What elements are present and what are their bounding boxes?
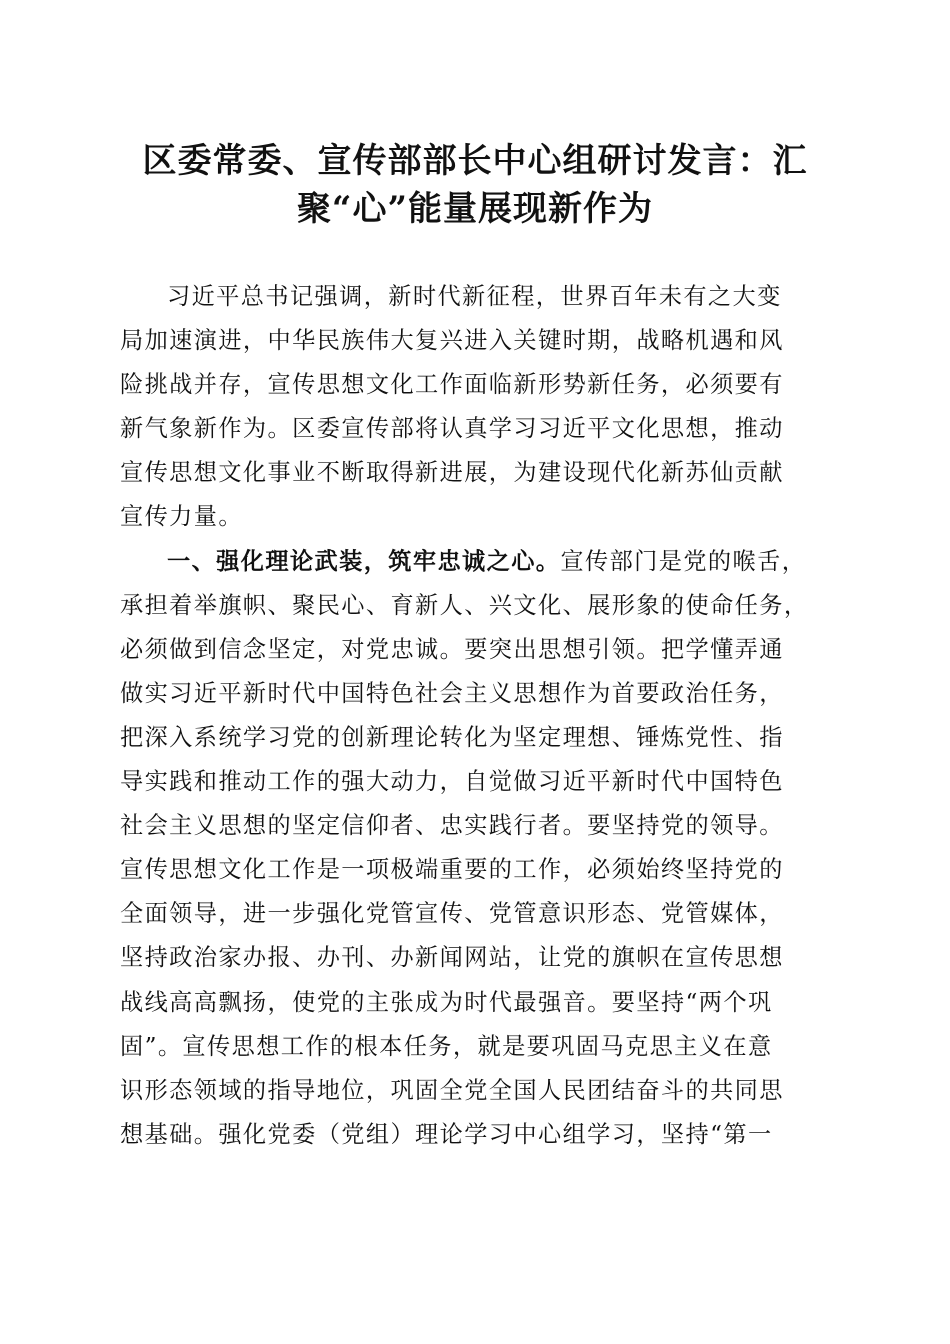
document-title-line-2: 聚“心”能量展现新作为 (296, 189, 654, 229)
paragraph-2-line: 想基础。强化党委（党组）理论学习中心组学习，坚持“第一 (120, 1120, 773, 1148)
paragraph-1-line: 习近平总书记强调，新时代新征程，世界百年未有之大变 (167, 283, 782, 310)
paragraph-2-line: 把深入系统学习党的创新理论转化为坚定理想、锤炼党性、指 (120, 723, 784, 751)
paragraph-2-line: 做实习近平新时代中国特色社会主义思想作为首要政治任务， (120, 679, 784, 707)
paragraph-2-line: 承担着举旗帜、聚民心、育新人、兴文化、展形象的使命任务， (120, 591, 809, 619)
document-body (120, 275, 840, 1157)
paragraph-1-line: 宣传力量。 (120, 503, 243, 531)
paragraph-2-line: 全面领导，进一步强化党管宣传、党管意识形态、党管媒体， (120, 900, 784, 928)
paragraph-2-line: 固”。宣传思想工作的根本任务，就是要巩固马克思主义在意 (120, 1032, 773, 1060)
paragraph-2-first-line (120, 540, 840, 584)
paragraph-1-line: 局加速演进，中华民族伟大复兴进入关键时期，战略机遇和风 (120, 327, 784, 355)
paragraph-2-line: 战线高高飘扬，使党的主张成为时代最强音。要坚持“两个巩 (120, 988, 773, 1016)
paragraph-2-line: 坚持政治家办报、办刊、办新闻网站，让党的旗帜在宣传思想 (120, 944, 784, 972)
paragraph-2-line: 宣传思想文化工作是一项极端重要的工作，必须始终坚持党的 (120, 856, 784, 884)
paragraph-2-line: 必须做到信念坚定，对党忠诚。要突出思想引领。把学懂弄通 (120, 635, 784, 663)
paragraph-1-line: 宣传思想文化事业不断取得新进展，为建设现代化新苏仙贡献 (120, 459, 784, 487)
paragraph-1-line: 险挑战并存，宣传思想文化工作面临新形势新任务，必须要有 (120, 371, 784, 399)
paragraph-2-line: 导实践和推动工作的强大动力，自觉做习近平新时代中国特色 (120, 768, 784, 796)
paragraph-1-line: 新气象新作为。区委宣传部将认真学习习近平文化思想，推动 (120, 415, 784, 443)
paragraph-2-line: 识形态领域的指导地位，巩固全党全国人民团结奋斗的共同思 (120, 1076, 784, 1104)
paragraph-2-first-line-rest: 宣传部门是党的喉舌， (560, 547, 807, 575)
section-heading: 一、强化理论武装，筑牢忠诚之心。 (167, 547, 561, 575)
paragraph-2-line: 社会主义思想的坚定信仰者、忠实践行者。要坚持党的领导。 (120, 812, 784, 840)
document-title-line-1: 区委常委、宣传部部长中心组研讨发言：汇 (142, 141, 808, 181)
